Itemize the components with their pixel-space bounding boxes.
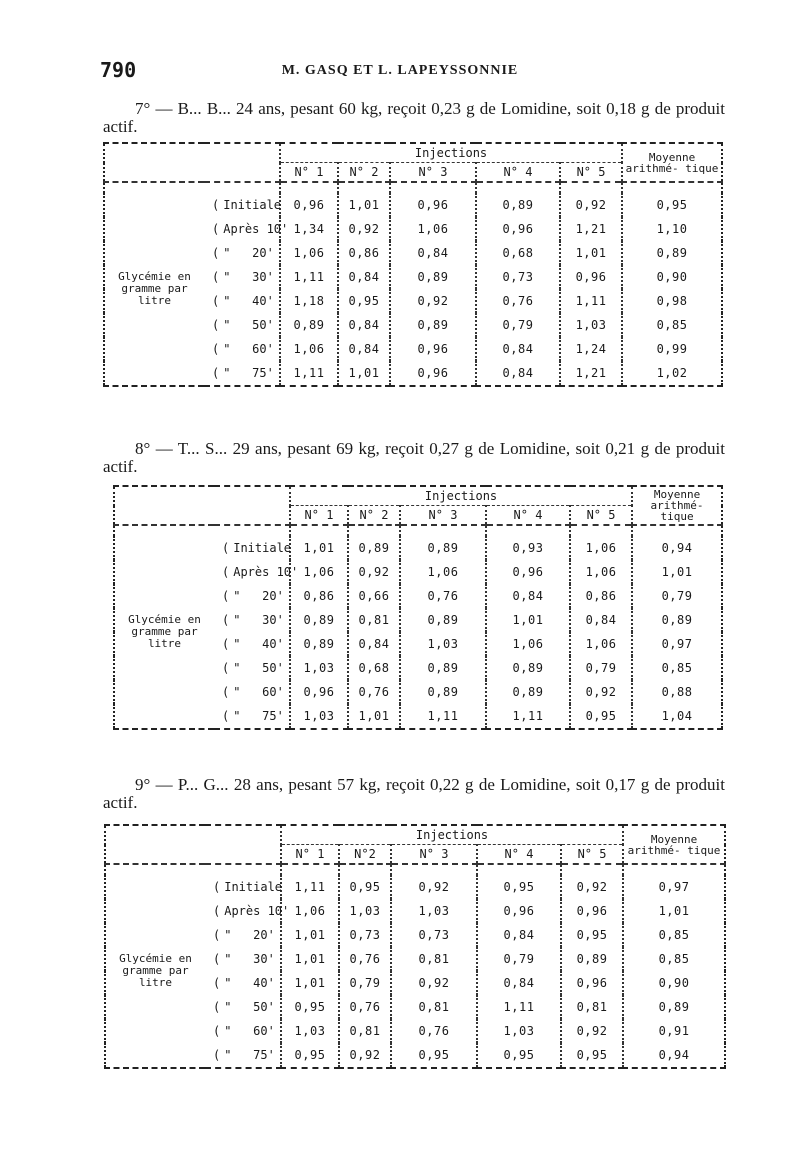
glycemia-value: 0,84 <box>477 971 561 995</box>
glycemia-value: 0,92 <box>338 217 390 241</box>
glycemia-value: 1,06 <box>400 560 486 584</box>
time-label: ( " 30' <box>214 608 290 632</box>
glycemia-value: 0,73 <box>339 923 391 947</box>
glycemia-value: 1,06 <box>280 337 338 361</box>
glycemia-value: 0,76 <box>476 289 560 313</box>
glycemia-value: 0,79 <box>570 656 632 680</box>
time-label: ( " 50' <box>204 313 280 337</box>
glycemia-value: 0,89 <box>290 608 348 632</box>
glycemia-value: 0,84 <box>338 265 390 289</box>
glycemia-value: 1,03 <box>391 899 477 923</box>
glycemia-value: 0,95 <box>281 995 339 1019</box>
glycemia-value: 1,01 <box>348 704 400 729</box>
mean-value: 1,10 <box>622 217 722 241</box>
mean-header: Moyenne arithmé- tique <box>622 143 722 182</box>
time-label: ( " 75' <box>205 1043 281 1068</box>
glycemia-value: 0,89 <box>290 632 348 656</box>
running-head: M. GASQ ET L. LAPEYSSONNIE <box>281 63 519 78</box>
glycemia-value: 1,01 <box>560 241 622 265</box>
mean-value: 1,02 <box>622 361 722 386</box>
data-table <box>103 142 723 387</box>
injection-col-header: N° 1 <box>281 845 339 865</box>
mean-value: 0,98 <box>622 289 722 313</box>
case-intro-8: 8° — T... S... 29 ans, pesant 69 kg, reçoit 0,27 g de Lomidine, soit 0,21 g de produit actif. <box>103 439 725 476</box>
injection-col-header: N° 5 <box>560 163 622 183</box>
glycemia-value: 1,06 <box>570 560 632 584</box>
glycemia-value: 0,96 <box>561 971 623 995</box>
injection-col-header: N° 1 <box>280 163 338 183</box>
glycemia-value: 0,89 <box>400 608 486 632</box>
glycemia-value: 1,11 <box>281 875 339 899</box>
glycemia-value: 0,95 <box>477 875 561 899</box>
glycemia-value: 0,84 <box>477 923 561 947</box>
glycemia-value: 0,68 <box>476 241 560 265</box>
mean-value: 0,97 <box>632 632 722 656</box>
header-blank <box>104 143 280 182</box>
glycemia-value: 0,84 <box>570 608 632 632</box>
case-intro-7: 7° — B... B... 24 ans, pesant 60 kg, reçoit 0,23 g de Lomidine, soit 0,18 g de produit actif. <box>103 99 725 136</box>
glycemia-value: 0,96 <box>476 217 560 241</box>
mean-value: 0,90 <box>622 265 722 289</box>
injection-col-header: N°2 <box>339 845 391 865</box>
injection-col-header: N° 1 <box>290 506 348 526</box>
glycemia-value: 0,84 <box>476 361 560 386</box>
mean-value: 0,99 <box>622 337 722 361</box>
row-group-label: Glycémie en gramme par litre <box>118 270 191 307</box>
time-label: ( " 50' <box>205 995 281 1019</box>
time-label: ( " 30' <box>204 265 280 289</box>
glycemia-value: 0,84 <box>338 313 390 337</box>
glycemia-value: 1,06 <box>290 560 348 584</box>
mean-value: 0,94 <box>623 1043 725 1068</box>
time-label: ( " 40' <box>205 971 281 995</box>
glycemia-value: 0,84 <box>476 337 560 361</box>
glycemia-value: 0,76 <box>400 584 486 608</box>
glycemia-value: 0,84 <box>338 337 390 361</box>
glycemia-value: 0,95 <box>281 1043 339 1068</box>
glycemia-value: 1,11 <box>280 361 338 386</box>
glycemia-value: 1,11 <box>280 265 338 289</box>
mean-value: 1,04 <box>632 704 722 729</box>
injection-col-header: N° 4 <box>476 163 560 183</box>
glycemia-value: 1,03 <box>281 1019 339 1043</box>
glycemia-table-9 <box>104 824 726 1069</box>
glycemia-value: 0,89 <box>561 947 623 971</box>
glycemia-value: 0,96 <box>477 899 561 923</box>
time-label: ( Après 10' <box>214 560 290 584</box>
mean-value: 0,88 <box>632 680 722 704</box>
glycemia-value: 0,95 <box>570 704 632 729</box>
table-row <box>114 536 722 560</box>
injection-col-header: N° 2 <box>338 163 390 183</box>
table-row <box>104 193 722 217</box>
glycemia-value: 1,03 <box>477 1019 561 1043</box>
data-table <box>113 485 723 730</box>
table-row <box>105 875 725 899</box>
mean-value: 0,85 <box>623 947 725 971</box>
time-label: ( Initiale <box>204 193 280 217</box>
glycemia-value: 1,24 <box>560 337 622 361</box>
glycemia-value: 0,96 <box>290 680 348 704</box>
glycemia-value: 1,01 <box>486 608 570 632</box>
glycemia-value: 0,76 <box>348 680 400 704</box>
glycemia-value: 0,86 <box>570 584 632 608</box>
injection-col-header: N° 5 <box>570 506 632 526</box>
injection-col-header: N° 3 <box>400 506 486 526</box>
header-blank <box>105 825 281 864</box>
glycemia-value: 0,96 <box>280 193 338 217</box>
time-label: ( " 60' <box>214 680 290 704</box>
header-blank <box>114 486 290 525</box>
glycemia-value: 0,89 <box>486 656 570 680</box>
time-label: ( Après 10' <box>204 217 280 241</box>
mean-header: Moyenne arithmé- tique <box>632 486 722 525</box>
injections-header: Injections <box>281 825 623 845</box>
glycemia-value: 1,01 <box>281 923 339 947</box>
glycemia-value: 0,92 <box>391 875 477 899</box>
injection-col-header: N° 3 <box>391 845 477 865</box>
glycemia-value: 1,06 <box>390 217 476 241</box>
glycemia-value: 0,95 <box>561 923 623 947</box>
mean-value: 0,79 <box>632 584 722 608</box>
glycemia-value: 0,89 <box>476 193 560 217</box>
glycemia-value: 0,81 <box>348 608 400 632</box>
glycemia-value: 1,21 <box>560 361 622 386</box>
mean-value: 1,01 <box>632 560 722 584</box>
injections-header: Injections <box>280 143 622 163</box>
mean-value: 0,85 <box>623 923 725 947</box>
glycemia-table-7 <box>103 142 723 387</box>
time-label: ( " 75' <box>214 704 290 729</box>
glycemia-value: 0,68 <box>348 656 400 680</box>
glycemia-value: 1,34 <box>280 217 338 241</box>
mean-value: 0,89 <box>623 995 725 1019</box>
glycemia-value: 1,11 <box>400 704 486 729</box>
glycemia-value: 0,95 <box>339 875 391 899</box>
row-group-label: Glycémie en gramme par litre <box>128 613 201 650</box>
glycemia-value: 0,92 <box>560 193 622 217</box>
time-label: ( " 75' <box>204 361 280 386</box>
time-label: ( " 40' <box>204 289 280 313</box>
glycemia-value: 0,89 <box>400 680 486 704</box>
glycemia-value: 1,06 <box>486 632 570 656</box>
injection-col-header: N° 2 <box>348 506 400 526</box>
glycemia-value: 0,96 <box>561 899 623 923</box>
glycemia-value: 1,01 <box>338 361 390 386</box>
time-label: ( " 30' <box>205 947 281 971</box>
glycemia-value: 0,92 <box>561 875 623 899</box>
glycemia-value: 0,76 <box>339 947 391 971</box>
glycemia-value: 0,89 <box>390 265 476 289</box>
glycemia-value: 1,01 <box>338 193 390 217</box>
glycemia-value: 0,89 <box>400 656 486 680</box>
glycemia-value: 0,95 <box>391 1043 477 1068</box>
time-label: ( " 40' <box>214 632 290 656</box>
glycemia-value: 1,11 <box>486 704 570 729</box>
mean-value: 0,97 <box>623 875 725 899</box>
glycemia-value: 0,96 <box>486 560 570 584</box>
glycemia-value: 0,73 <box>476 265 560 289</box>
mean-header: Moyenne arithmé- tique <box>623 825 725 864</box>
row-group-label: Glycémie en gramme par litre <box>119 952 192 989</box>
glycemia-value: 0,81 <box>391 947 477 971</box>
mean-value: 0,85 <box>632 656 722 680</box>
glycemia-value: 1,06 <box>281 899 339 923</box>
mean-value: 0,89 <box>622 241 722 265</box>
glycemia-value: 0,73 <box>391 923 477 947</box>
glycemia-value: 0,95 <box>561 1043 623 1068</box>
time-label: ( Initiale <box>205 875 281 899</box>
glycemia-value: 0,89 <box>390 313 476 337</box>
time-label: ( " 20' <box>204 241 280 265</box>
injections-header: Injections <box>290 486 632 506</box>
glycemia-value: 0,79 <box>339 971 391 995</box>
glycemia-value: 0,95 <box>338 289 390 313</box>
mean-value: 0,91 <box>623 1019 725 1043</box>
glycemia-value: 0,96 <box>390 361 476 386</box>
glycemia-value: 1,18 <box>280 289 338 313</box>
glycemia-value: 0,92 <box>348 560 400 584</box>
glycemia-value: 0,95 <box>477 1043 561 1068</box>
glycemia-value: 0,96 <box>390 193 476 217</box>
page-number: 790 <box>100 58 137 82</box>
time-label: ( Après 10' <box>205 899 281 923</box>
mean-value: 0,94 <box>632 536 722 560</box>
glycemia-value: 0,81 <box>339 1019 391 1043</box>
glycemia-value: 0,84 <box>390 241 476 265</box>
glycemia-value: 1,06 <box>570 632 632 656</box>
mean-value: 0,95 <box>622 193 722 217</box>
time-label: ( " 60' <box>205 1019 281 1043</box>
glycemia-value: 0,84 <box>486 584 570 608</box>
glycemia-value: 0,92 <box>390 289 476 313</box>
data-table <box>104 824 726 1069</box>
injection-col-header: N° 5 <box>561 845 623 865</box>
glycemia-value: 0,96 <box>560 265 622 289</box>
time-label: ( " 20' <box>214 584 290 608</box>
glycemia-value: 1,11 <box>560 289 622 313</box>
glycemia-value: 0,92 <box>391 971 477 995</box>
glycemia-value: 0,89 <box>348 536 400 560</box>
glycemia-value: 1,03 <box>400 632 486 656</box>
time-label: ( Initiale <box>214 536 290 560</box>
glycemia-value: 0,89 <box>280 313 338 337</box>
glycemia-value: 0,76 <box>391 1019 477 1043</box>
injection-col-header: N° 3 <box>390 163 476 183</box>
glycemia-value: 0,92 <box>339 1043 391 1068</box>
mean-value: 1,01 <box>623 899 725 923</box>
glycemia-value: 0,92 <box>570 680 632 704</box>
glycemia-value: 0,76 <box>339 995 391 1019</box>
mean-value: 0,89 <box>632 608 722 632</box>
glycemia-value: 0,89 <box>400 536 486 560</box>
glycemia-value: 1,03 <box>290 656 348 680</box>
glycemia-value: 0,86 <box>290 584 348 608</box>
glycemia-value: 1,03 <box>560 313 622 337</box>
time-label: ( " 60' <box>204 337 280 361</box>
mean-value: 0,85 <box>622 313 722 337</box>
injection-col-header: N° 4 <box>486 506 570 526</box>
glycemia-value: 1,01 <box>281 947 339 971</box>
glycemia-value: 1,11 <box>477 995 561 1019</box>
mean-value: 0,90 <box>623 971 725 995</box>
glycemia-value: 0,79 <box>476 313 560 337</box>
glycemia-table-8 <box>113 485 723 730</box>
time-label: ( " 20' <box>205 923 281 947</box>
glycemia-value: 0,66 <box>348 584 400 608</box>
glycemia-value: 1,03 <box>290 704 348 729</box>
glycemia-value: 1,06 <box>570 536 632 560</box>
glycemia-value: 0,81 <box>561 995 623 1019</box>
glycemia-value: 1,01 <box>290 536 348 560</box>
glycemia-value: 0,84 <box>348 632 400 656</box>
case-intro-9: 9° — P... G... 28 ans, pesant 57 kg, reçoit 0,22 g de Lomidine, soit 0,17 g de produit actif. <box>103 775 725 812</box>
glycemia-value: 0,93 <box>486 536 570 560</box>
glycemia-value: 0,79 <box>477 947 561 971</box>
glycemia-value: 0,86 <box>338 241 390 265</box>
injection-col-header: N° 4 <box>477 845 561 865</box>
glycemia-value: 0,96 <box>390 337 476 361</box>
glycemia-value: 0,92 <box>561 1019 623 1043</box>
glycemia-value: 1,03 <box>339 899 391 923</box>
glycemia-value: 1,21 <box>560 217 622 241</box>
time-label: ( " 50' <box>214 656 290 680</box>
glycemia-value: 1,06 <box>280 241 338 265</box>
glycemia-value: 0,81 <box>391 995 477 1019</box>
glycemia-value: 0,89 <box>486 680 570 704</box>
glycemia-value: 1,01 <box>281 971 339 995</box>
